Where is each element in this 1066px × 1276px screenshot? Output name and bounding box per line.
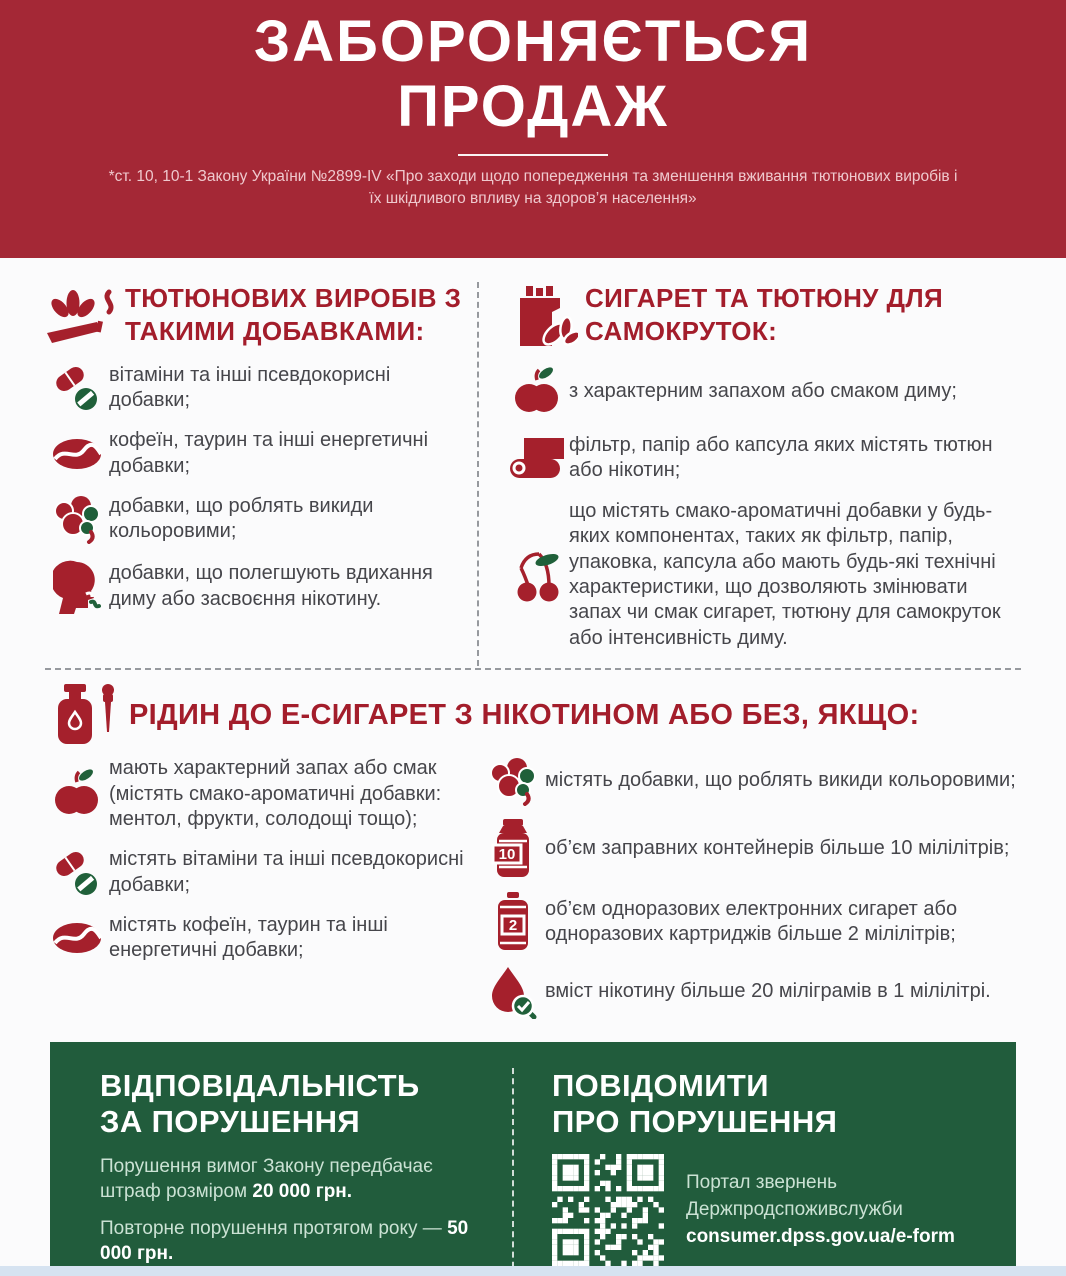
list-item [45, 560, 469, 614]
head-smoke-icon [45, 560, 109, 614]
item-text: містять вітаміни та інші псевдокорисні добавки; [109, 848, 464, 896]
list-item [481, 892, 1021, 952]
responsibility-title-line1: ВІДПОВІДАЛЬНІСТЬ [100, 1068, 420, 1104]
poster-title-line1: ЗАБОРОНЯЄТЬСЯ [253, 9, 813, 74]
coffee-bean-icon [45, 918, 109, 958]
nicotine-drop-icon [481, 965, 545, 1019]
bottom-strip [0, 1266, 1066, 1276]
tobacco-header [45, 282, 469, 349]
repeat-violation-label: Повторне порушення протягом року — [100, 1218, 448, 1240]
responsibility-title-line2: ЗА ПОРУШЕННЯ [100, 1104, 361, 1140]
portal-line1: Портал звернень [686, 1171, 837, 1193]
item-text: об’єм заправних контейнерів більше 10 мілілітрів; [545, 837, 1010, 860]
item-text: добавки, що полегшують вдихання диму або засвоєння нікотину. [109, 562, 433, 610]
list-item [45, 363, 469, 414]
pills-icon [45, 849, 109, 897]
cigarettes-title: СИГАРЕТ ТА ТЮТЮНУ ДЛЯ САМОКРУТОК: [585, 283, 944, 347]
liquids-section [0, 684, 1066, 1032]
liquids-title: РІДИН ДО Е-СИГАРЕТ З НІКОТИНОМ АБО БЕЗ, ЯКЩО: [129, 698, 920, 731]
item-text: містять добавки, що роблять викиди кольоровими; [545, 769, 1016, 792]
footer [50, 1042, 1016, 1276]
colored-smoke-icon [481, 756, 545, 806]
first-violation-amount: 20 000 грн. [252, 1181, 353, 1203]
item-text: мають характерний запах або смак (містять смако-ароматичні добавки: ментол, фрукти, солодощі тощо); [109, 757, 442, 830]
liquids-columns [0, 756, 1066, 1032]
report-qr-row [552, 1154, 980, 1266]
item-text: фільтр, папір або капсула яких містять тютюн або нікотин; [569, 434, 993, 482]
section-divider [45, 668, 1021, 670]
coffee-bean-icon [45, 434, 109, 474]
first-violation-label: Порушення вимог Закону передбачає штраф розміром [100, 1156, 433, 1203]
tobacco-leaf-cigarette-icon [45, 282, 125, 348]
liquids-header [0, 684, 1066, 746]
list-item [481, 756, 1021, 806]
item-text: з характерним запахом або смаком диму; [569, 380, 957, 403]
refill-container-icon [481, 819, 545, 879]
cigarette-pack-icon [505, 282, 585, 352]
first-violation-text [100, 1154, 496, 1204]
e-liquid-bottle-icon [45, 684, 129, 746]
list-item [45, 756, 469, 832]
item-text: об’єм одноразових електронних сигарет або одноразових картриджів більше 2 мілілітрів; [545, 897, 958, 946]
volume-badge: 10 [498, 846, 516, 864]
banner [0, 0, 1066, 258]
item-text: що містять смако-ароматичні добавки у будь-яких компонентах, таких як фільтр, папір, упаковка, капсула або мають будь-які технічні характеристики, що дозволяють змінювати запах чи смак сигарет, тютюну для самокруток або інтенсивність диму. [569, 499, 1001, 649]
portal-info [686, 1170, 955, 1251]
list-item [505, 433, 1021, 484]
disposable-ecig-icon [481, 892, 545, 952]
pills-icon [45, 364, 109, 412]
list-item [45, 913, 469, 964]
cigarettes-column [477, 282, 1021, 666]
repeat-violation-amount: 50 000 грн. [100, 1218, 469, 1265]
paper-roll-icon [505, 436, 569, 480]
list-item [481, 965, 1021, 1019]
list-item [481, 819, 1021, 879]
report-block [512, 1068, 980, 1276]
liquids-right-column [477, 756, 1021, 1032]
item-text: вітаміни та інші псевдокорисні добавки; [109, 363, 391, 411]
cigarettes-header [505, 282, 1021, 352]
repeat-violation-text [100, 1216, 496, 1266]
poster-title-line2: ПРОДАЖ [397, 73, 669, 139]
item-text: кофеїн, таурин та інші енергетичні добавки; [109, 429, 429, 477]
item-text: добавки, що роблять викиди кольоровими; [109, 495, 374, 543]
tobacco-title: ТЮТЮНОВИХ ВИРОБІВ З ТАКИМИ ДОБАВКАМИ: [125, 283, 462, 347]
apple-icon [505, 366, 569, 418]
tobacco-column [45, 282, 477, 666]
report-title-line2: ПРО ПОРУШЕННЯ [552, 1104, 838, 1140]
portal-line2: Держпродспоживслужби [686, 1198, 903, 1220]
list-item [45, 494, 469, 545]
portal-url[interactable]: consumer.dpss.gov.ua/e-form [686, 1225, 955, 1247]
report-title-line1: ПОВІДОМИТИ [552, 1068, 769, 1104]
item-text: містять кофеїн, таурин та інші енергетичні добавки; [109, 914, 388, 962]
poster-title [0, 10, 1066, 140]
responsibility-block [100, 1068, 512, 1276]
list-item [505, 499, 1021, 651]
volume-badge: 2 [508, 917, 518, 935]
list-item [505, 366, 1021, 418]
cherry-icon [505, 548, 569, 602]
apple-icon [45, 768, 109, 820]
prohibited-products-section [0, 282, 1066, 666]
colored-smoke-icon [45, 494, 109, 544]
banner-divider [458, 154, 608, 156]
responsibility-title [100, 1068, 496, 1140]
list-item [45, 428, 469, 479]
law-reference: *ст. 10, 10-1 Закону України №2899-IV «Про заходи щодо попередження та зменшення вживання тютюнових виробів і їх шкідливого впливу на здоров’я населення» [108, 167, 958, 208]
list-item [45, 847, 469, 898]
report-title [552, 1068, 980, 1140]
liquids-left-column [45, 756, 477, 1032]
qr-code [552, 1154, 664, 1266]
item-text: вміст нікотину більше 20 міліграмів в 1 мілілітрі. [545, 980, 991, 1003]
